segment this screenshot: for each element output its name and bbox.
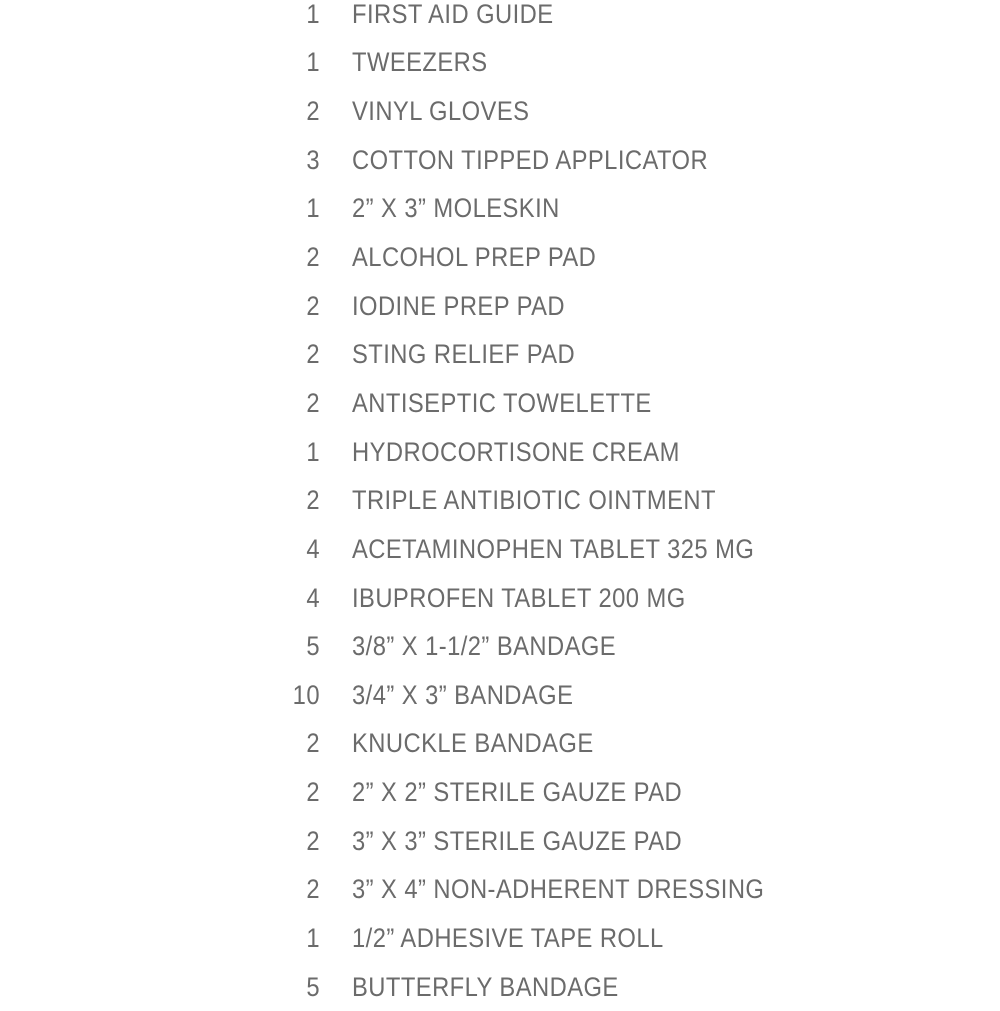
item-name: 2” X 3” MOLESKIN (352, 193, 560, 224)
list-item (0, 574, 1000, 623)
item-name: 3/4” X 3” BANDAGE (352, 679, 574, 710)
item-quantity: 2 (306, 290, 320, 321)
item-quantity: 2 (306, 728, 320, 759)
list-item (0, 671, 1000, 720)
item-name: TWEEZERS (352, 47, 488, 78)
item-name: 3/8” X 1-1/2” BANDAGE (352, 631, 617, 662)
item-name: TRIPLE ANTIBIOTIC OINTMENT (352, 485, 716, 516)
list-item (0, 720, 1000, 769)
list-item (0, 428, 1000, 477)
list-item (0, 866, 1000, 915)
item-name: IBUPROFEN TABLET 200 MG (352, 582, 686, 613)
item-name: IODINE PREP PAD (352, 290, 566, 321)
item-name: ANTISEPTIC TOWELETTE (352, 387, 652, 418)
item-quantity: 2 (306, 485, 320, 516)
list-item (0, 330, 1000, 379)
item-name: ACETAMINOPHEN TABLET 325 MG (352, 533, 755, 564)
item-name: 3” X 3” STERILE GAUZE PAD (352, 825, 683, 856)
list-item (0, 622, 1000, 671)
list-item (0, 233, 1000, 282)
item-quantity: 1 (306, 193, 320, 224)
item-quantity: 10 (292, 679, 320, 710)
item-quantity: 1 (306, 0, 320, 29)
list-item (0, 476, 1000, 525)
item-name: 3” X 4” NON-ADHERENT DRESSING (352, 874, 765, 905)
item-name: COTTON TIPPED APPLICATOR (352, 144, 709, 175)
item-name: 1/2” ADHESIVE TAPE ROLL (352, 922, 664, 953)
item-quantity: 5 (306, 631, 320, 662)
item-quantity: 4 (306, 582, 320, 613)
list-item (0, 87, 1000, 136)
item-quantity: 3 (306, 144, 320, 175)
item-name: HYDROCORTISONE CREAM (352, 436, 680, 467)
item-quantity: 4 (306, 533, 320, 564)
item-quantity: 1 (306, 47, 320, 78)
item-name: STING RELIEF PAD (352, 339, 576, 370)
list-item (0, 768, 1000, 817)
item-quantity: 2 (306, 387, 320, 418)
item-name: BUTTERFLY BANDAGE (352, 971, 619, 1002)
list-item (0, 525, 1000, 574)
item-name: ALCOHOL PREP PAD (352, 242, 597, 273)
item-quantity: 2 (306, 96, 320, 127)
list-item (0, 914, 1000, 963)
item-quantity: 2 (306, 874, 320, 905)
list-item (0, 282, 1000, 331)
item-name: VINYL GLOVES (352, 96, 530, 127)
item-quantity: 1 (306, 922, 320, 953)
list-item (0, 136, 1000, 185)
item-quantity: 5 (306, 971, 320, 1002)
item-quantity: 2 (306, 825, 320, 856)
item-quantity: 2 (306, 242, 320, 273)
item-quantity: 1 (306, 436, 320, 467)
item-name: KNUCKLE BANDAGE (352, 728, 594, 759)
list-item (0, 817, 1000, 866)
list-item (0, 0, 1000, 39)
list-item (0, 185, 1000, 234)
item-name: 2” X 2” STERILE GAUZE PAD (352, 777, 683, 808)
list-item (0, 379, 1000, 428)
item-name: FIRST AID GUIDE (352, 0, 554, 29)
list-item (0, 39, 1000, 88)
item-quantity: 2 (306, 777, 320, 808)
item-quantity: 2 (306, 339, 320, 370)
list-item (0, 963, 1000, 1011)
